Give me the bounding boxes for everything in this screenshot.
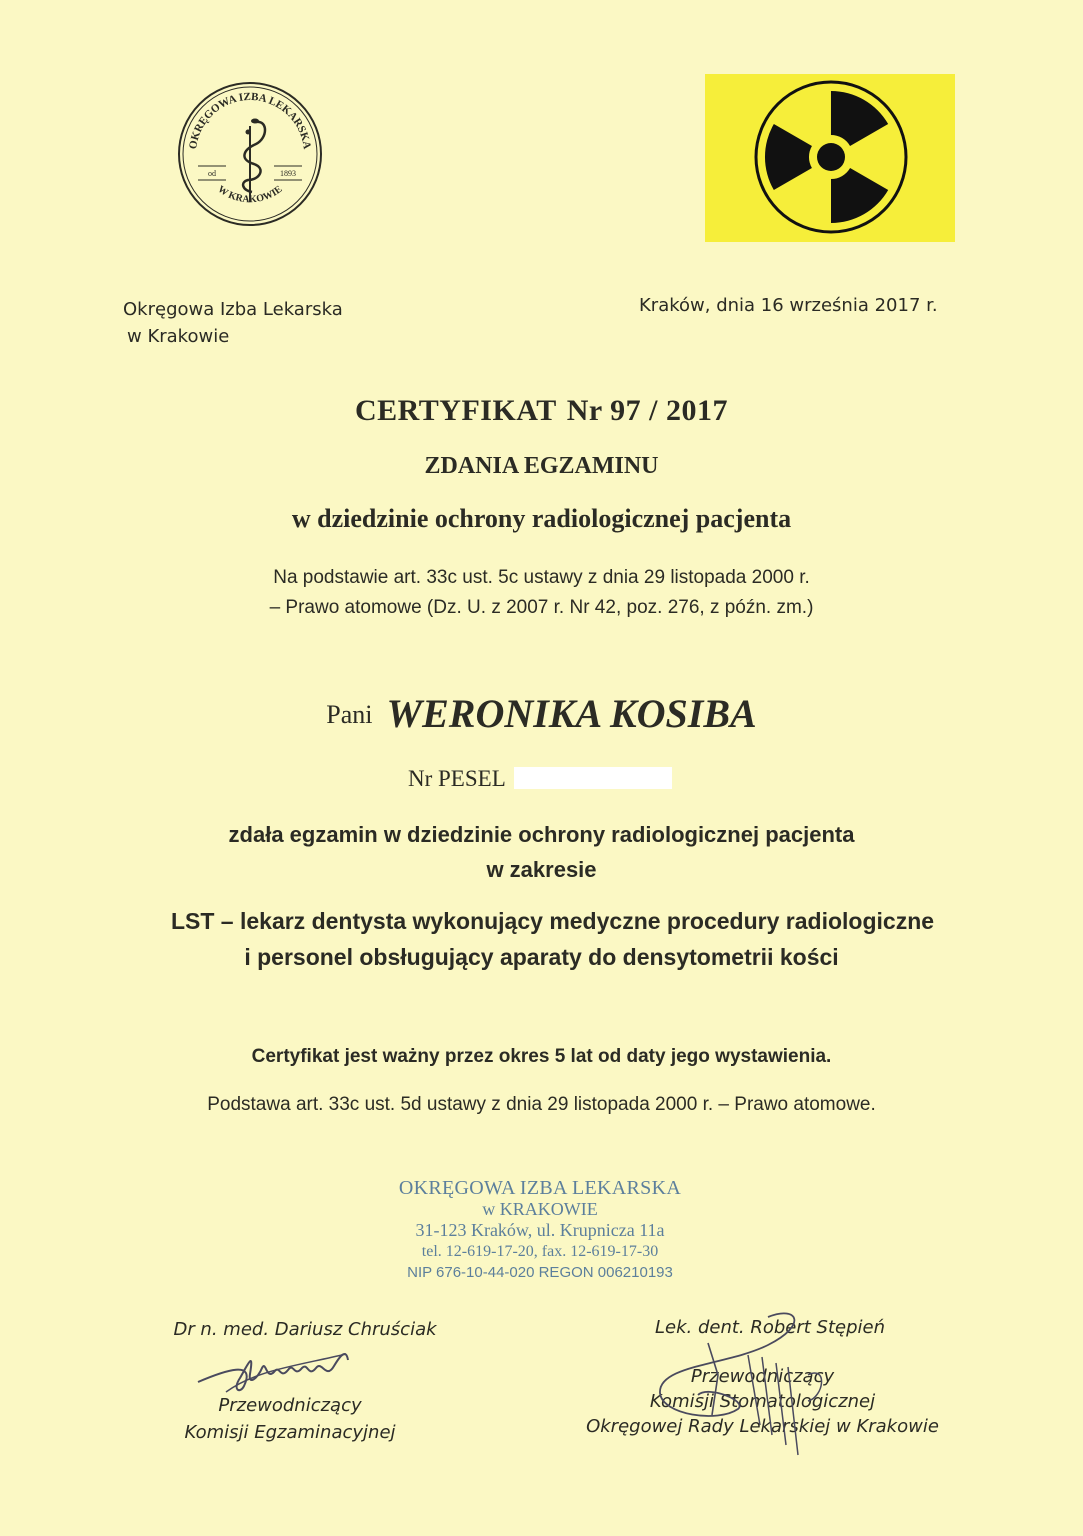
exam-result-line-1: zdała egzamin w dziedzinie ochrony radiologicznej pacjenta — [228, 822, 855, 847]
radiation-trefoil-icon — [705, 74, 955, 242]
certificate-title-label: CERTYFIKAT — [354, 394, 557, 427]
left-signatory-role — [170, 1392, 410, 1446]
institution-stamp — [340, 1178, 740, 1283]
pesel-redacted-value — [514, 767, 672, 789]
issuer-name: Okręgowa Izba Lekarska — [123, 299, 343, 320]
exam-result-line-2: w zakresie — [486, 857, 597, 882]
right-signatory-role-line-1: Przewodniczący — [690, 1366, 835, 1387]
certificate-number: Nr 97 / 2017 — [566, 394, 729, 427]
stamp-line-2: w KRAKOWIE — [482, 1199, 598, 1219]
exam-scope — [0, 903, 1083, 975]
recipient-salutation: Pani — [326, 700, 373, 729]
legal-basis-line-2: – Prawo atomowe (Dz. U. z 2007 r. Nr 42, poz. 276, z późn. zm.) — [269, 597, 814, 618]
svg-text:OKRĘGOWA IZBA LEKARSKA: OKRĘGOWA IZBA LEKARSKA — [187, 90, 313, 150]
certificate-subtitle: ZDANIA EGZAMINU — [424, 453, 659, 479]
svg-text:od: od — [208, 169, 216, 178]
left-signatory-name: Dr n. med. Dariusz Chruściak — [173, 1319, 437, 1340]
pesel-label: Nr PESEL — [408, 766, 506, 791]
issuer-city: w Krakowie — [127, 326, 230, 347]
stamp-phone-fax: tel. 12-619-17-20, fax. 12-619-17-30 — [421, 1243, 659, 1260]
right-signature-scribble-icon — [648, 1305, 868, 1470]
certificate-title — [0, 394, 1083, 428]
left-signatory-role-line-2: Komisji Egzaminacyjnej — [184, 1422, 396, 1443]
validity-statement: Certyfikat jest ważny przez okres 5 lat od daty jego wystawienia. — [251, 1046, 832, 1067]
issuer-block — [123, 296, 343, 350]
validity-basis: Podstawa art. 33c ust. 5d ustawy z dnia 29 listopada 2000 r. – Prawo atomowe. — [207, 1094, 876, 1115]
right-signatory-role-line-2: Komisji Stomatologicznej — [649, 1391, 876, 1412]
stamp-line-1: OKRĘGOWA IZBA LEKARSKA — [398, 1177, 682, 1199]
recipient — [0, 690, 1083, 737]
exam-scope-line-2: i personel obsługujący aparaty do densytometrii kości — [244, 944, 839, 970]
stamp-address: 31-123 Kraków, ul. Krupnicza 11a — [415, 1220, 665, 1240]
medical-chamber-seal-icon — [176, 80, 324, 228]
stamp-nip-regon: NIP 676-10-44-020 REGON 006210193 — [407, 1264, 673, 1281]
left-signatory-role-line-1: Przewodniczący — [218, 1395, 362, 1416]
legal-basis-line-1: Na podstawie art. 33c ust. 5c ustawy z dnia 29 listopada 2000 r. — [273, 567, 810, 588]
svg-text:W KRAKOWIE: W KRAKOWIE — [215, 183, 285, 206]
right-signatory-role-line-3: Okręgowej Rady Lekarskiej w Krakowie — [586, 1416, 939, 1437]
right-signatory-name: Lek. dent. Robert Stępień — [654, 1317, 886, 1338]
place-date: Kraków, dnia 16 września 2017 r. — [639, 295, 938, 316]
svg-text:1893: 1893 — [280, 169, 296, 178]
exam-result — [0, 817, 1083, 887]
pesel-row — [408, 766, 672, 792]
certificate-field: w dziedzinie ochrony radiologicznej pacjenta — [291, 504, 792, 533]
recipient-name: WERONIKA KOSIBA — [386, 691, 757, 736]
exam-scope-line-1: LST – lekarz dentysta wykonujący medyczne procedury radiologiczne — [170, 908, 935, 934]
legal-basis — [0, 563, 1083, 623]
